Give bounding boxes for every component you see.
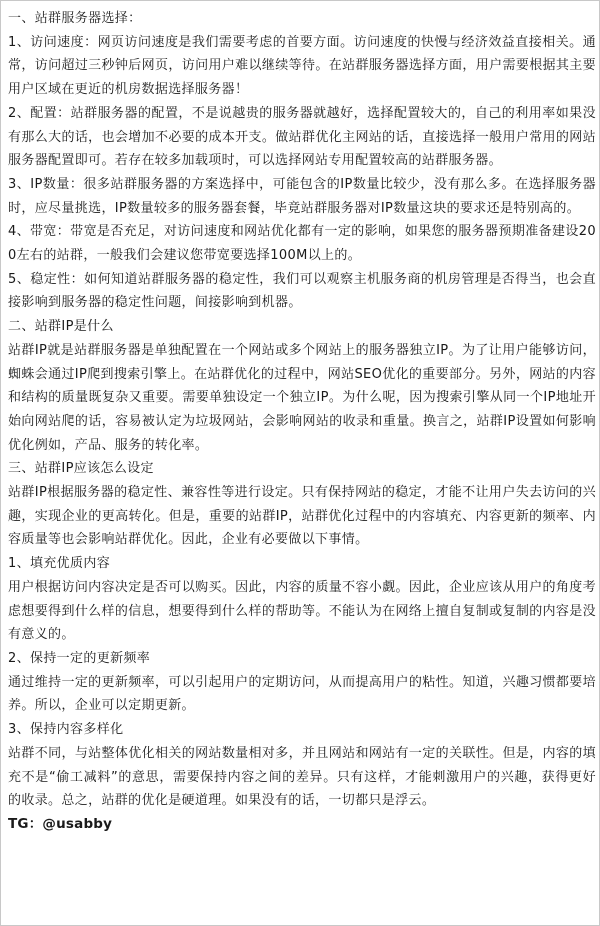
paragraph-access-speed: 1、访问速度：网页访问速度是我们需要考虑的首要方面。访问速度的快慢与经济效益直接相关。通常，访问超过三秒钟后网页，访问用户难以继续等待。在站群服务器选择方面，用户需要根据其主要用户区域在更近的机房数据选择服务器！ [8, 34, 596, 98]
paragraph-stability: 5、稳定性：如何知道站群服务器的稳定性，我们可以观察主机服务商的机房管理是否得当，也会直接影响到服务器的稳定性问题，间接影响到机器。 [8, 271, 596, 311]
telegram-contact: TG：@usabby [8, 815, 113, 832]
subheading-quality-content: 1、填充优质内容 [8, 556, 111, 572]
subheading-update-frequency: 2、保持一定的更新频率 [8, 650, 151, 666]
paragraph-what-is-ip: 站群IP就是站群服务器是单独配置在一个网站或多个网站上的服务器独立IP。为了让用户能够访问，蜘蛛会通过IP爬到搜索引擎上。在站群优化的过程中，网站SEO优化的重要部分。另外，网站的内容和结构的质量既复杂又重要。需要单独设定一个独立IP。为什么呢，因为搜索引擎从同一个IP地址开始向网站爬的话，容易被认定为垃圾网站，会影响网站的收录和重量。换言之，站群IP设置如何影响优化例如，产品、服务的转化率。 [8, 342, 596, 453]
article-body [8, 7, 596, 837]
paragraph-configuration: 2、配置：站群服务器的配置，不是说越贵的服务器就越好，选择配置较大的，自己的利用率如果没有那么大的话，也会增加不必要的成本开支。做站群优化主网站的话，直接选择一般用户常用的网站服务器配置即可。若存在较多加载项时，可以选择网站专用配置较高的站群服务器。 [8, 105, 596, 169]
paragraph-quality-content: 用户根据访问内容决定是否可以购买。因此，内容的质量不容小觑。因此，企业应该从用户的角度考虑想要得到什么样的信息，想要得到什么样的帮助等。不能认为在网络上擅自复制或复制的内容是没有意义的。 [8, 579, 596, 643]
section-heading-ip-setup: 三、站群IP应该怎么设定 [8, 461, 154, 477]
paragraph-update-frequency: 通过维持一定的更新频率，可以引起用户的定期访问，从而提高用户的粘性。知道，兴趣习惯都要培养。所以，企业可以定期更新。 [8, 674, 596, 714]
paragraph-content-diversity: 站群不同，与站整体优化相关的网站数量相对多，并且网站和网站有一定的关联性。但是，内容的填充不是“偷工减料”的意思，需要保持内容之间的差异。只有这样，才能刺激用户的兴趣，获得更好的收录。总之，站群的优化是硬道理。如果没有的话，一切都只是浮云。 [8, 745, 596, 809]
section-heading-what-is-ip: 二、站群IP是什么 [8, 319, 114, 335]
paragraph-bandwidth: 4、带宽：带宽是否充足，对访问速度和网站优化都有一定的影响，如果您的服务器预期准备建设200左右的站群，一般我们会建议您带宽要选择100M以上的。 [8, 224, 596, 264]
paragraph-ip-count: 3、IP数量：很多站群服务器的方案选择中，可能包含的IP数量比较少，没有那么多。在选择服务器时，应尽量挑选，IP数量较多的服务器套餐，毕竟站群服务器对IP数量这块的要求还是特别高的。 [8, 176, 596, 216]
paragraph-ip-setup: 站群IP根据服务器的稳定性、兼容性等进行设定。只有保持网站的稳定，才能不让用户失去访问的兴趣，实现企业的更高转化。但是，重要的站群IP，站群优化过程中的内容填充、内容更新的频率、内容质量等也会影响站群优化。因此，企业有必要做以下事情。 [8, 485, 596, 548]
subheading-content-diversity: 3、保持内容多样化 [8, 722, 124, 738]
section-heading-server-selection: 一、站群服务器选择： [8, 11, 142, 26]
